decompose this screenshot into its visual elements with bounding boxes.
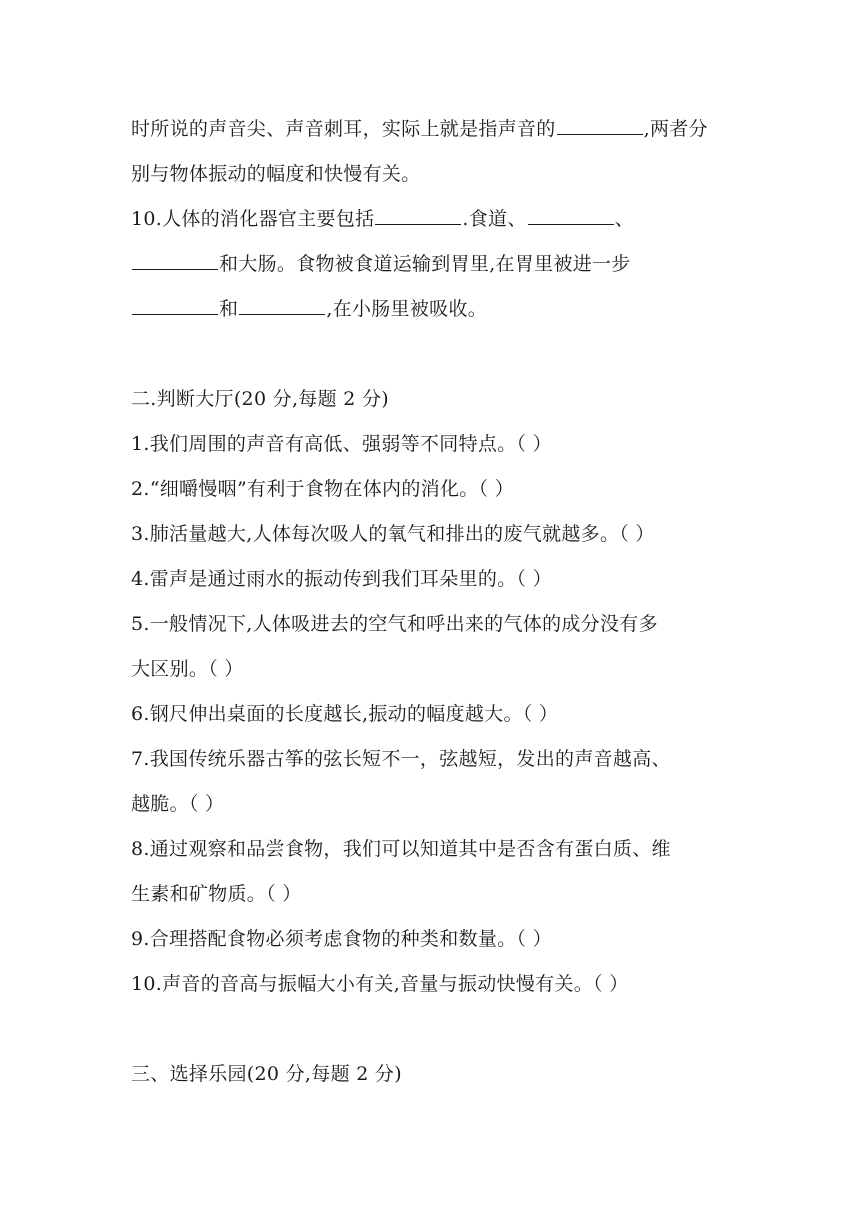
judgment-item-continued: 大区别。（ ） [131, 658, 244, 680]
text-segment: 和大肠。食物被食道运输到胃里,在胃里被进一步 [219, 253, 631, 275]
section-heading-choice: 三、选择乐园(20 分,每题 2 分) [131, 1063, 402, 1085]
judgment-item: 5.一般情况下,人体吸进去的空气和呼出来的气体的成分没有多 [131, 613, 658, 635]
answer-blank[interactable] [239, 296, 325, 315]
text-segment: .食道、 [462, 208, 527, 230]
section-heading-judgment: 二.判断大厅(20 分,每题 2 分) [131, 388, 389, 410]
judgment-item-continued: 越脆。（ ） [131, 793, 225, 815]
judgment-item: 1.我们周围的声音有高低、强弱等不同特点。（ ） [131, 433, 552, 455]
judgment-item: 2.“细嚼慢咽”有利于食物在体内的消化。（ ） [131, 478, 514, 500]
judgment-item: 4.雷声是通过雨水的振动传到我们耳朵里的。（ ） [131, 568, 552, 590]
text-segment: 时所说的声音尖、声音刺耳，实际上就是指声音的 [131, 118, 556, 140]
answer-blank[interactable] [528, 206, 614, 225]
answer-blank[interactable] [375, 206, 461, 225]
text-segment: ,在小肠里被吸收。 [326, 298, 488, 320]
q10-line-1 [131, 206, 634, 232]
q9-line-2: 别与物体振动的幅度和快慢有关。 [131, 163, 421, 185]
answer-blank[interactable] [132, 296, 218, 315]
judgment-item: 9.合理搭配食物必须考虑食物的种类和数量。（ ） [131, 928, 552, 950]
q10-line-3 [131, 296, 487, 322]
text-segment: 10.人体的消化器官主要包括 [131, 208, 375, 230]
judgment-item: 10.声音的音高与振幅大小有关,音量与振动快慢有关。（ ） [131, 973, 629, 995]
q10-line-2 [131, 251, 631, 277]
judgment-item: 3.肺活量越大,人体每次吸人的氧气和排出的废气就越多。（ ） [131, 523, 655, 545]
text-segment: 和 [219, 298, 239, 320]
answer-blank[interactable] [557, 116, 643, 135]
answer-blank[interactable] [132, 251, 218, 270]
judgment-item: 8.通过观察和品尝食物，我们可以知道其中是否含有蛋白质、维 [131, 838, 671, 860]
text-segment: 、 [614, 208, 634, 230]
q9-line-1 [131, 116, 708, 142]
judgment-item-continued: 生素和矿物质。（ ） [131, 883, 302, 905]
judgment-item: 7.我国传统乐器古筝的弦长短不一，弦越短，发出的声音越高、 [131, 748, 671, 770]
judgment-item: 6.钢尺伸出桌面的长度越长,振动的幅度越大。（ ） [131, 703, 559, 725]
text-segment: ,两者分 [643, 118, 708, 140]
